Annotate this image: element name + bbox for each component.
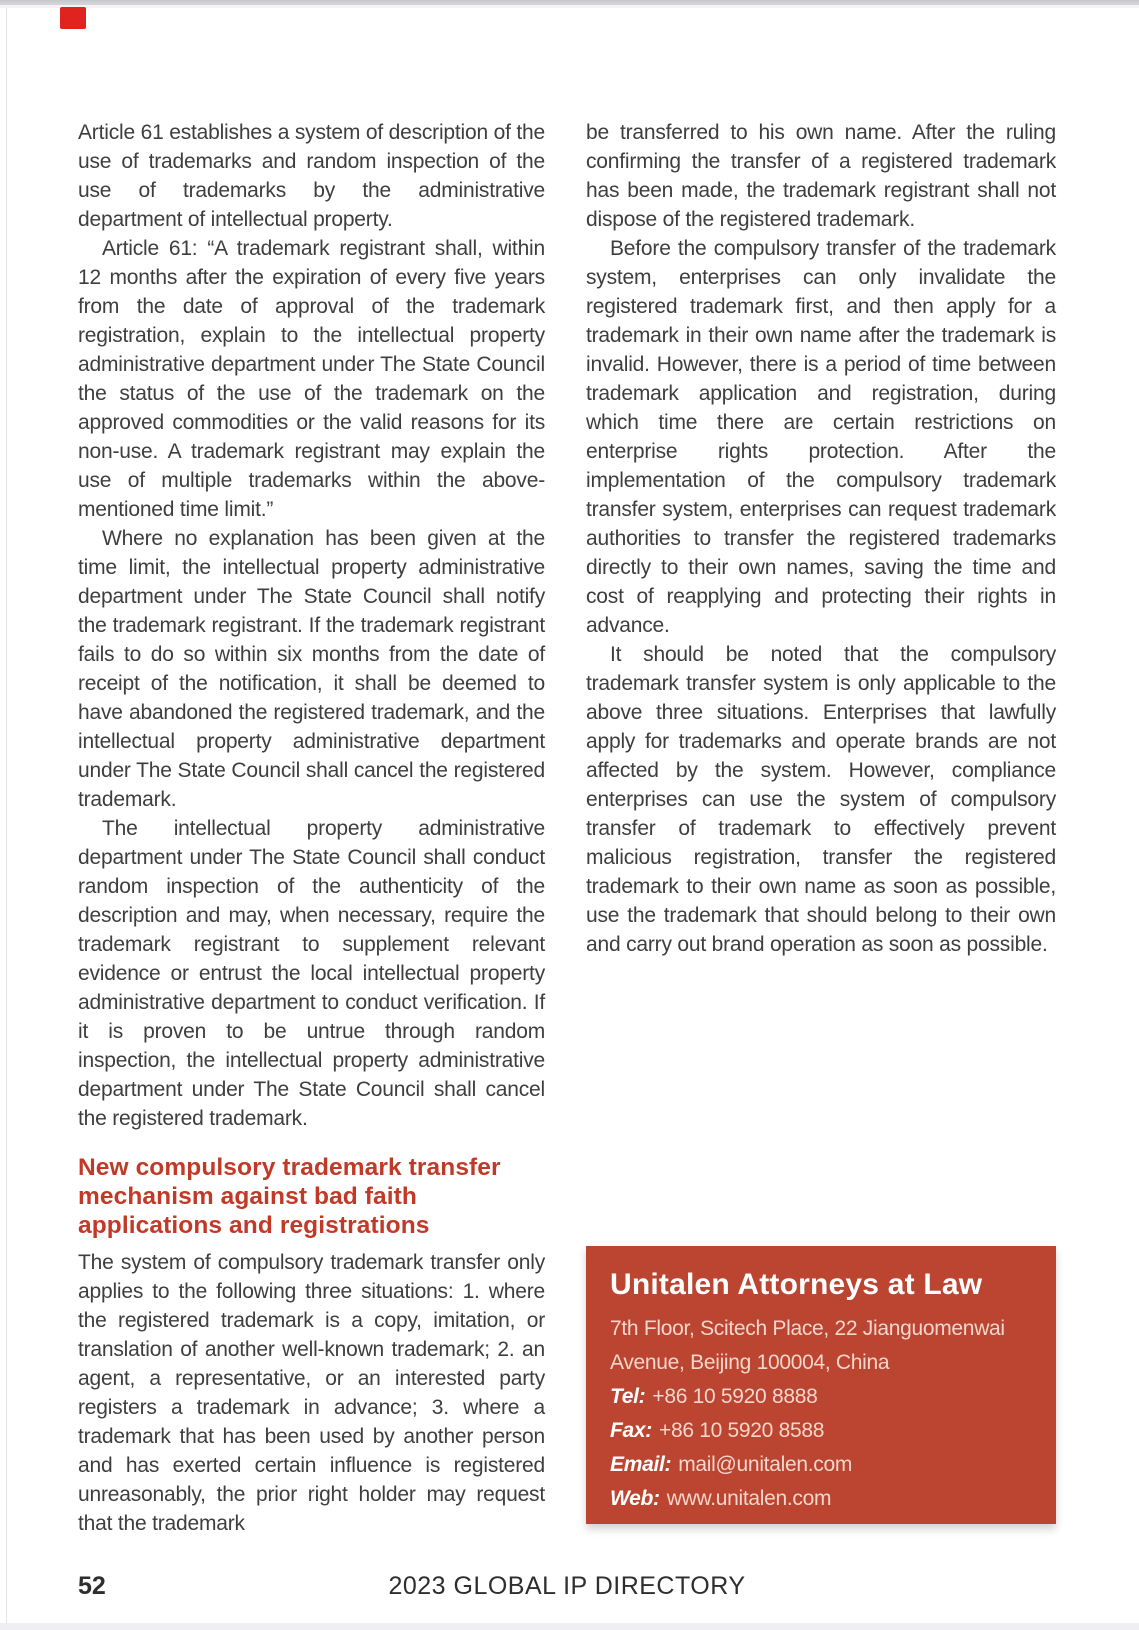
address-line: 7th Floor, Scitech Place, 22 Jianguomenwai [610,1317,1005,1340]
left-column [78,118,545,1538]
field-label: Web: [610,1487,660,1510]
contact-field-web [610,1482,1032,1516]
page-number: 52 [78,1572,106,1600]
section-heading: New compulsory trademark transfer mechanism against bad faith applications and registrations [78,1154,501,1239]
body-paragraph: Before the compulsory transfer of the trademark system, enterprises can only invalidate the registered trademark first, and then apply for a trademark in their own name after the trademark is invalid. However, there is a period of time between trademark application and registration, during which time there are certain restrictions on enterprise rights protection. After the implementation of the compulsory trademark transfer system, enterprises can request trademark authorities to transfer the registered trademarks directly to their own names, saving the time and cost of reapplying and protecting their rights in advance. [586,237,1056,637]
field-label: Email: [610,1453,672,1476]
contact-field-email [610,1448,1032,1482]
field-value: www.unitalen.com [666,1487,832,1510]
address-line: Avenue, Beijing 100004, China [610,1351,890,1374]
firm-name: Unitalen Attorneys at Law [610,1268,983,1301]
body-paragraph: It should be noted that the compulsory trademark transfer system is only applicable to the above three situations. Enterprises that lawfully apply for trademarks and operate brands are not affected by the system. However, compliance enterprises can use the system of compulsory transfer of trademark to effectively prevent malicious registration, transfer the registered trademark to their own name as soon as possible, use the trademark that should belong to their own and carry out brand operation as soon as possible. [586,643,1056,956]
body-paragraph: Article 61: “A trademark registrant shall, within 12 months after the expiration of every five years from the date of approval of the trademark registration, explain to the intellectual property administrative department under The State Council the status of the use of the trademark on the approved commodities or the valid reasons for its non-use. A trademark registrant may explain the use of multiple trademarks within the above-mentioned time limit.” [78,237,545,521]
contact-field-fax [610,1414,1032,1448]
field-label: Fax: [610,1419,652,1442]
field-label: Tel: [610,1385,646,1408]
page-footer [78,1572,1056,1604]
red-marker-square [60,7,86,29]
footer-title: 2023 GLOBAL IP DIRECTORY [388,1572,746,1600]
body-paragraph: The system of compulsory trademark transfer only applies to the following three situations: 1. where the registered trademark is a copy, imitation, or translation of another well-known trademark; 2. an agent, a representative, or an interested party registers a trademark in advance; 3. where a trademark that has been used by another person and has exerted certain influence is registered unreasonably, the prior right holder may request that the trademark [78,1251,545,1535]
field-value: mail@unitalen.com [678,1453,853,1476]
body-paragraph: Article 61 establishes a system of description of the use of trademarks and random inspection of the use of trademarks by the administrative department of intellectual property. [78,121,545,231]
body-paragraph: The intellectual property administrative department under The State Council shall conduct random inspection of the authenticity of the description and may, when necessary, require the trademark registrant to supplement relevant evidence or entrust the local intellectual property administrative department to conduct verification. If it is proven to be untrue through random inspection, the intellectual property administrative department under The State Council shall cancel the registered trademark. [78,817,545,1130]
top-window-bar-shadow [0,5,1139,8]
right-column [586,118,1056,959]
page-edge-hairline [6,8,7,1630]
field-value: +86 10 5920 8588 [658,1419,825,1442]
contact-card [586,1246,1056,1524]
body-paragraph: be transferred to his own name. After the ruling confirming the transfer of a registered trademark has been made, the trademark registrant shall not dispose of the registered trademark. [586,121,1056,231]
body-paragraph: Where no explanation has been given at the time limit, the intellectual property administrative department under The State Council shall notify the trademark registrant. If the trademark registrant fails to do so within six months from the date of receipt of the notification, it shall be deemed to have abandoned the registered trademark, and the intellectual property administrative department under The State Council shall cancel the registered trademark. [78,527,545,811]
field-value: +86 10 5920 8888 [652,1385,818,1408]
contact-field-tel [610,1380,1032,1414]
bottom-edge-bar [0,1623,1139,1630]
